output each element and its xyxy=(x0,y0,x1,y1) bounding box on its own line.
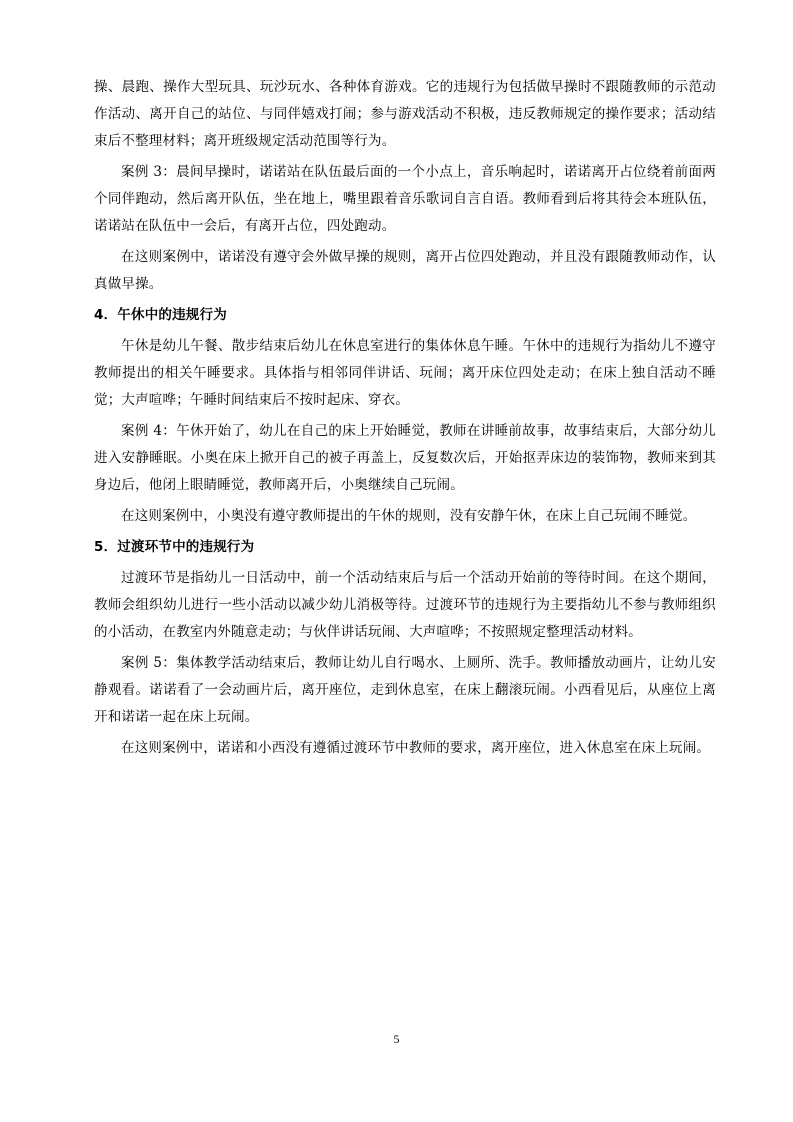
paragraph-case-3: 案例 3：晨间早操时，诺诺站在队伍最后面的一个小点上，音乐响起时，诺诺离开占位绕着前面两个同伴跑动，然后离开队伍，坐在地上，嘴里跟着音乐歌词自言自语。教师看到后将其待会本班队伍，诺诺站在队伍中一会后，有离开占位，四处跑动。 xyxy=(94,164,716,234)
paragraph-case-5: 案例 5：集体教学活动结束后，教师让幼儿自行喝水、上厕所、洗手。教师播放动画片，让幼儿安静观看。诺诺看了一会动画片后，离开座位，走到休息室，在床上翻滚玩闹。小西看见后，从座位上离开和诺诺一起在床上玩闹。 xyxy=(94,655,716,725)
paragraph-case-4-analysis: 在这则案例中，小奥没有遵守教师提出的午休的规则，没有安静午休，在床上自己玩闹不睡觉。 xyxy=(121,508,697,524)
section-heading-transition: 5．过渡环节中的违规行为 xyxy=(94,539,255,555)
paragraph-continued-intro: 操、晨跑、操作大型玩具、玩沙玩水、各种体育游戏。它的违规行为包括做早操时不跟随教师的示范动作活动、离开自己的站位、与同伴嬉戏打闹；参与游戏活动不积极，违反教师规定的操作要求；活动结束后不整理材料；离开班级规定活动范围等行为。 xyxy=(94,79,716,149)
paragraph-case-3-analysis: 在这则案例中，诺诺没有遵守会外做早操的规则，离开占位四处跑动，并且没有跟随教师动作，认真做早操。 xyxy=(94,249,716,292)
section-heading-nap: 4．午休中的违规行为 xyxy=(94,307,227,323)
page-number: 5 xyxy=(393,1032,400,1046)
paragraph-case-5-analysis: 在这则案例中，诺诺和小西没有遵循过渡环节中教师的要求，离开座位，进入休息室在床上玩闹。 xyxy=(121,740,711,756)
paragraph-transition-definition: 过渡环节是指幼儿一日活动中，前一个活动结束后与后一个活动开始前的等待时间。在这个期间，教师会组织幼儿进行一些小活动以减少幼儿消极等待。过渡环节的违规行为主要指幼儿不参与教师组织的小活动，在教室内外随意走动；与伙伴讲话玩闹、大声喧哗；不按照规定整理活动材料。 xyxy=(94,570,716,640)
paragraph-case-4: 案例 4：午休开始了，幼儿在自己的床上开始睡觉，教师在讲睡前故事，故事结束后，大部分幼儿进入安静睡眠。小奥在床上掀开自己的被子再盖上，反复数次后，开始抠弄床边的装饰物，教师来到其身边后，他闭上眼睛睡觉，教师离开后，小奥继续自己玩闹。 xyxy=(94,423,716,493)
paragraph-nap-definition: 午休是幼儿午餐、散步结束后幼儿在休息室进行的集体休息午睡。午休中的违规行为指幼儿不遵守教师提出的相关午睡要求。具体指与相邻同伴讲话、玩闹；离开床位四处走动；在床上独自活动不睡觉；大声喧哗；午睡时间结束后不按时起床、穿衣。 xyxy=(94,338,716,408)
page-body xyxy=(94,74,716,766)
